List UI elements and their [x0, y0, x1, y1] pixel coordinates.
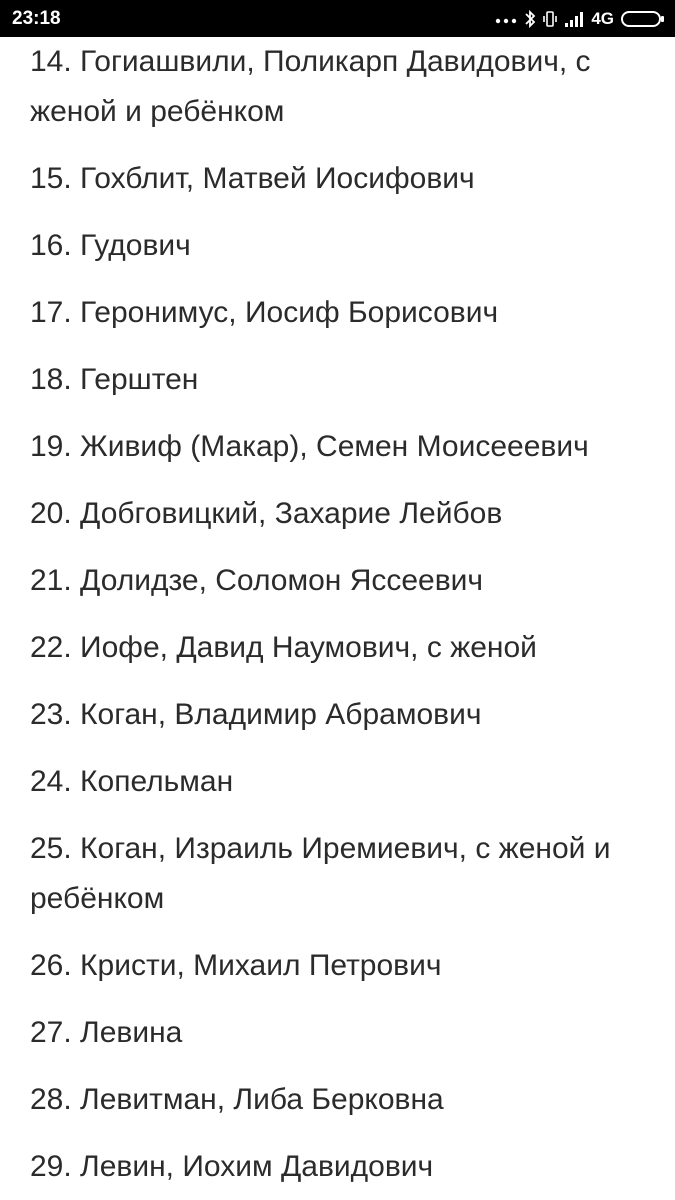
list-item: 14. Гогиашвили, Поликарп Давидович, с женой и ребёнком: [30, 45, 591, 128]
list-item: 26. Кристи, Михаил Петрович: [30, 949, 442, 982]
list-item: 21. Долидзе, Соломон Яссеевич: [30, 564, 484, 597]
list-item: 16. Гудович: [30, 229, 191, 262]
status-icons: [495, 6, 665, 32]
list-item: 23. Коган, Владимир Абрамович: [30, 698, 482, 731]
list-item: 20. Добговицкий, Захарие Лейбов: [30, 497, 503, 530]
battery-icon: [621, 9, 665, 29]
list-item: 29. Левин, Иохим Давидович: [30, 1150, 434, 1183]
list-content: [30, 37, 660, 1192]
list-item: 19. Живиф (Макар), Семен Моисееевич: [30, 430, 589, 463]
list-item: 18. Герштен: [30, 363, 199, 396]
list-item: 25. Коган, Израиль Иремиевич, с женой и ребёнком: [30, 832, 611, 915]
network-type: 4G: [591, 9, 614, 28]
status-time: 23:18: [12, 8, 61, 29]
list-item: 17. Геронимус, Иосиф Борисович: [30, 296, 499, 329]
vibrate-icon: [543, 9, 557, 29]
signal-icon: [564, 9, 584, 29]
list-item: 22. Иофе, Давид Наумович, с женой: [30, 631, 537, 664]
bluetooth-icon: [524, 9, 536, 29]
list-item: 27. Левина: [30, 1016, 183, 1049]
status-bar: [0, 0, 675, 37]
list-item: 28. Левитман, Либа Берковна: [30, 1083, 444, 1116]
list-item: 15. Гохблит, Матвей Иосифович: [30, 162, 475, 195]
list-item: 24. Копельман: [30, 765, 234, 798]
more-dots-icon: [495, 9, 517, 29]
